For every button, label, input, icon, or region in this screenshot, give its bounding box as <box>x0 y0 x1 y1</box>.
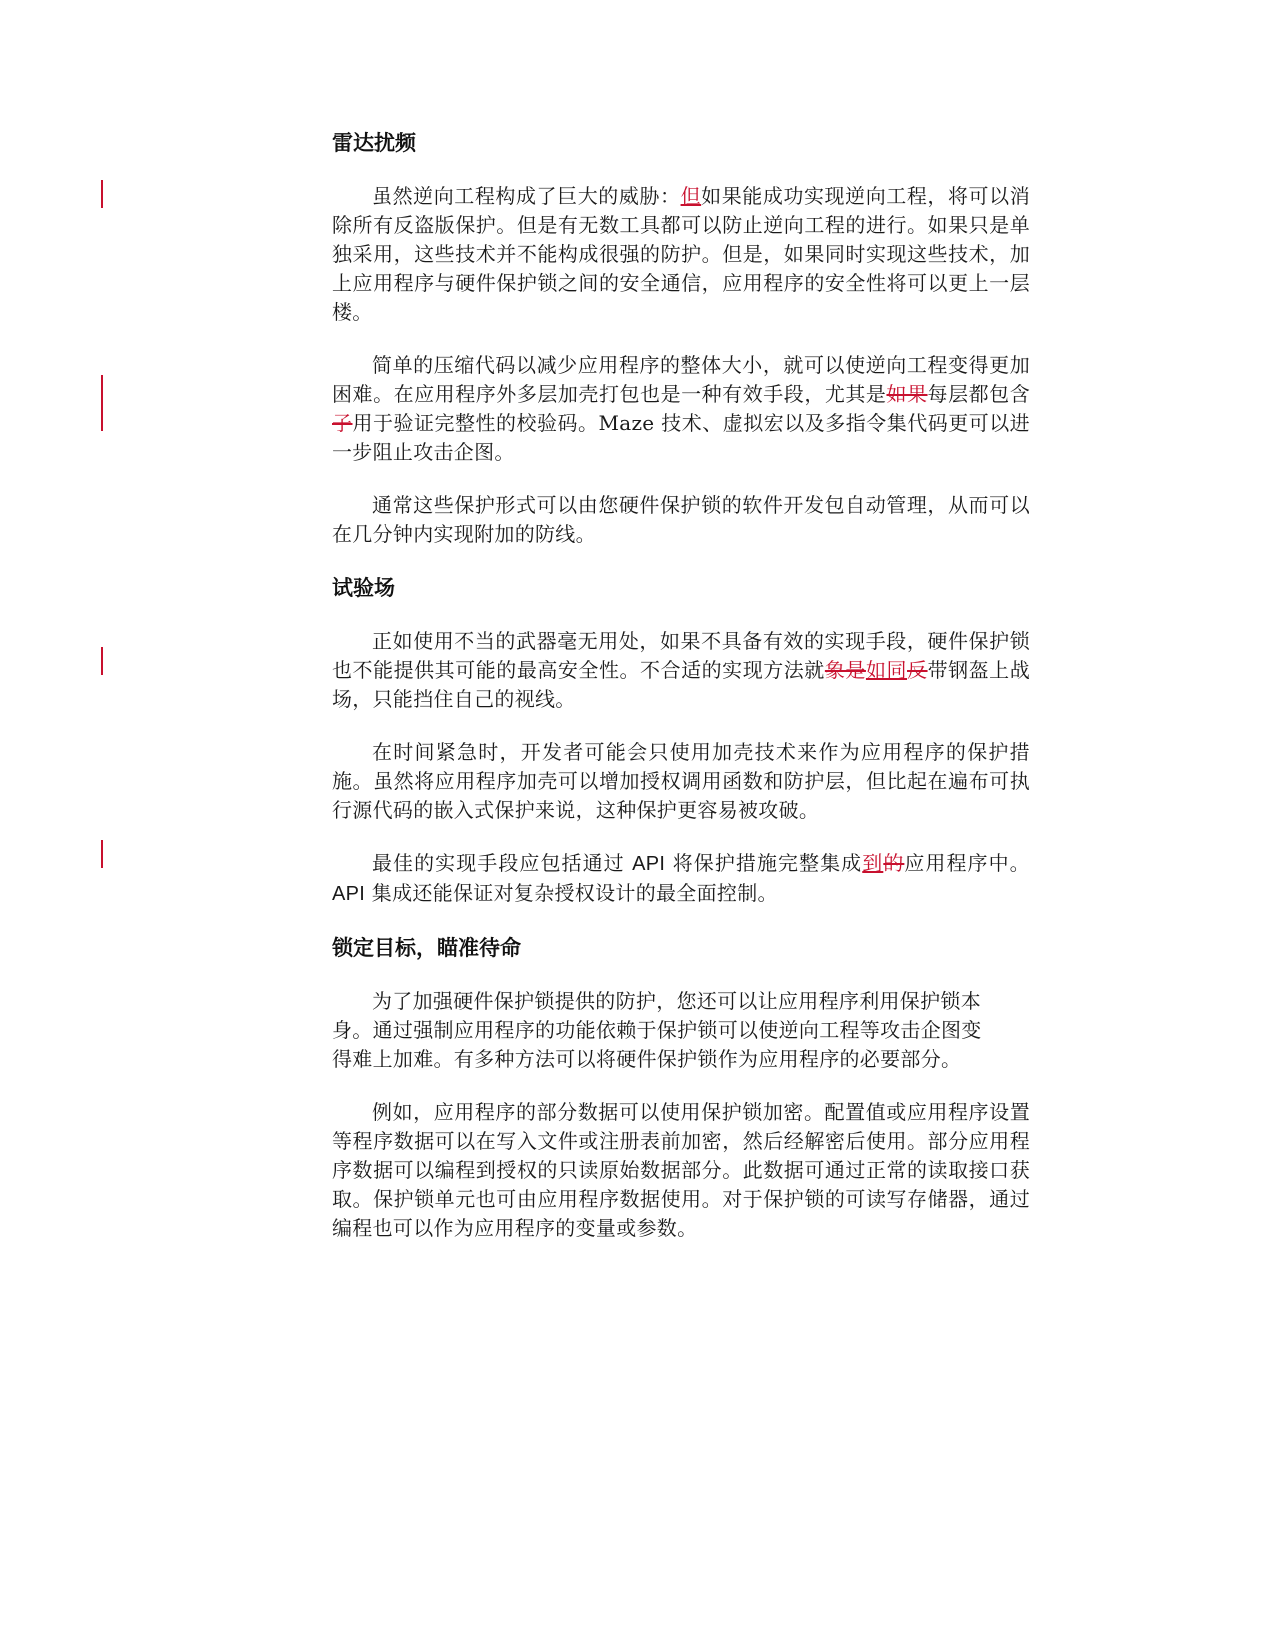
inserted-text: 到 <box>862 851 884 875</box>
deleted-text: 反 <box>907 658 928 682</box>
text-run: 每层都包含 <box>927 382 1030 406</box>
deleted-text: 子 <box>332 411 353 435</box>
deleted-text: 的 <box>883 851 905 875</box>
text-run: 如果能成功实现逆向工程，将可以消除所有反盗版保护。但是有无数工具都可以防止逆向工程的进行。如果只是单独采用，这些技术并不能构成很强的防护。但是，如果同时实现这些技术，加上应用程序与硬件保护锁之间的安全通信，应用程序的安全性将可以更上一层楼。 <box>332 184 1030 324</box>
change-bar <box>101 647 103 675</box>
text-run: 虽然逆向工程构成了巨大的威胁： <box>372 184 681 208</box>
inserted-text: 但 <box>680 184 702 208</box>
text-run: 例如，应用程序的部分数据可以使用保护锁加密。配置值或应用程序设置等程序数据可以在写入文件或注册表前加密，然后经解密后使用。部分应用程序数据可以编程到授权的只读原始数据部分。此数据可通过正常的读取接口获取。保护锁单元也可由应用程序数据使用。对于保护锁的可读写存储器，通过编程也可以作为应用程序的变量或参数。 <box>332 1100 1030 1240</box>
inserted-text: 如同 <box>865 658 908 682</box>
paragraph <box>332 491 1030 549</box>
section-heading: 试验场 <box>332 576 395 600</box>
section-heading: 雷达扰频 <box>332 131 416 155</box>
paragraph <box>332 987 997 1074</box>
text-run: 正如使用不当的武器毫无用处，如果不具备有效的实现手段，硬件保护锁也不能提供其可能的最高安全性。不合适的实现方法就 <box>332 629 1030 682</box>
text-run: 带钢盔上战场，只能挡住自己的视线。 <box>332 658 1031 711</box>
text-run: 最佳的实现手段应包括通过 <box>372 851 633 875</box>
text-run: 在时间紧急时，开发者可能会只使用加壳技术来作为应用程序的保护措施。虽然将应用程序加壳可以增加授权调用函数和防护层，但比起在遍布可执行源代码的嵌入式保护来说，这种保护更容易被攻破。 <box>332 740 1030 822</box>
text-run: 用于验证完整性的校验码。Maze 技术、虚拟宏以及多指令集代码更可以进一步阻止攻击企图。 <box>332 411 1030 464</box>
change-bar <box>101 375 103 431</box>
change-bar <box>101 840 103 868</box>
text-run: 集成还能保证对复杂授权设计的最全面控制。 <box>365 881 778 905</box>
deleted-text: 象是 <box>824 658 866 682</box>
text-run: 为了加强硬件保护锁提供的防护，您还可以让应用程序利用保护锁本身。通过强制应用程序的功能依赖于保护锁可以使逆向工程等攻击企图变得难上加难。有多种方法可以将硬件保护锁作为应用程序的必要部分。 <box>332 989 982 1071</box>
paragraph <box>332 849 1030 909</box>
document-body <box>332 128 1030 1267</box>
paragraph <box>332 1098 1030 1243</box>
api-term: API <box>332 883 366 905</box>
change-bar <box>101 180 103 208</box>
deleted-text: 如果 <box>886 382 928 406</box>
text-run: 通常这些保护形式可以由您硬件保护锁的软件开发包自动管理，从而可以在几分钟内实现附加的防线。 <box>332 493 1030 546</box>
paragraph <box>332 182 1030 327</box>
text-run: 将保护措施完整集成 <box>665 851 863 875</box>
text-run: 应用程序中。 <box>904 851 1030 875</box>
section-heading: 锁定目标，瞄准待命 <box>332 936 521 960</box>
text-run: 简单的压缩代码以减少应用程序的整体大小，就可以使逆向工程变得更加困难。在应用程序外多层加壳打包也是一种有效手段，尤其是 <box>332 353 1030 406</box>
paragraph <box>332 351 1030 467</box>
api-term: API <box>632 853 666 875</box>
paragraph <box>332 738 1030 825</box>
paragraph <box>332 627 1030 714</box>
